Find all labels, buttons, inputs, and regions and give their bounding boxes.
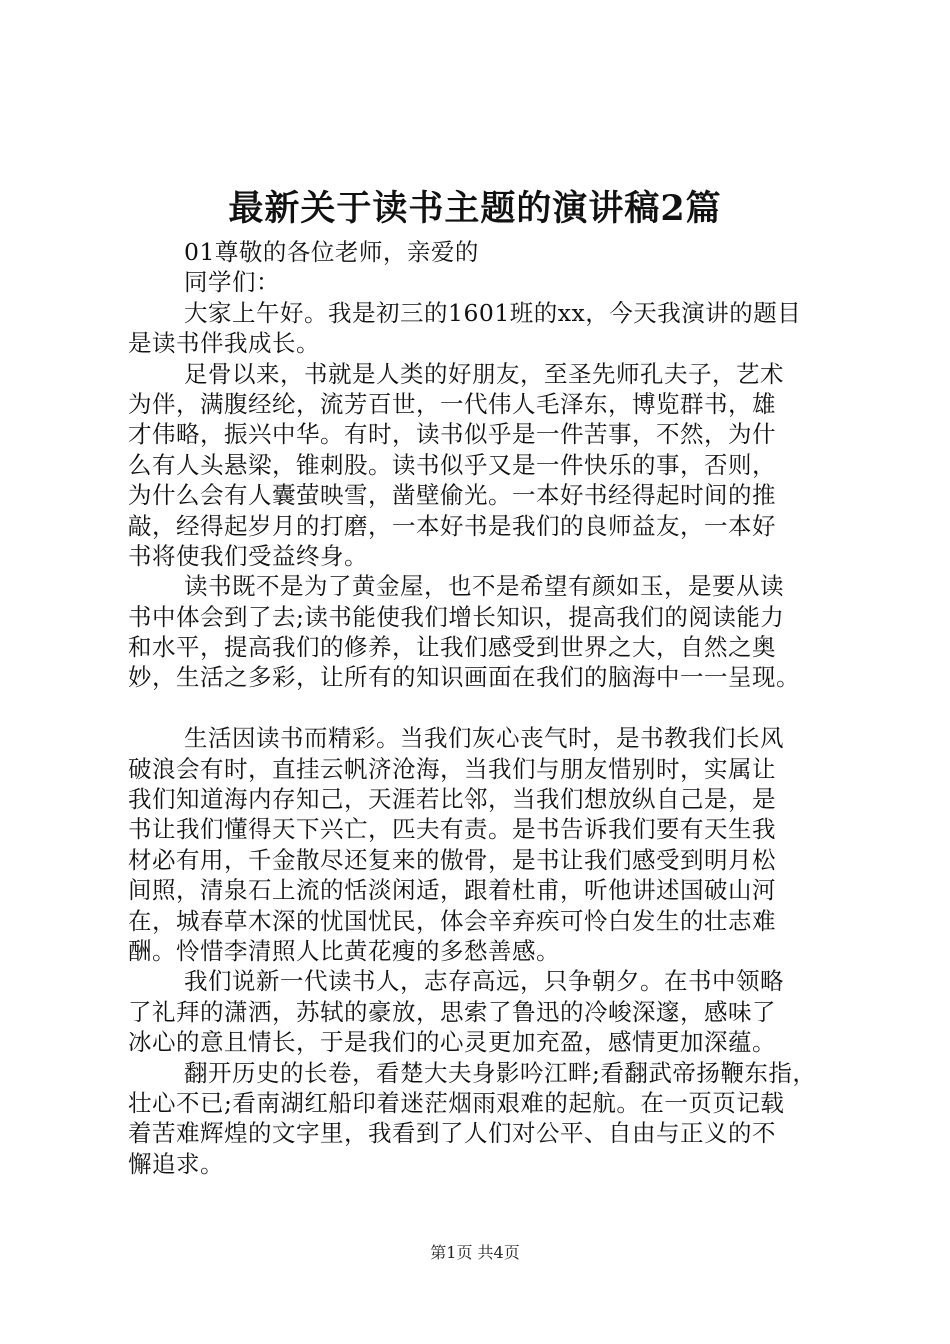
text-line: 为什么会有人囊萤映雪，凿壁偷光。一本好书经得起时间的推 xyxy=(128,481,776,510)
text-line: 了礼拜的潇洒，苏轼的豪放，思索了鲁迅的冷峻深邃，感味了 xyxy=(128,997,776,1026)
text-line: 冰心的意且情长，于是我们的心灵更加充盈，感情更加深蕴。 xyxy=(128,1028,776,1057)
text-line: 才伟略，振兴中华。有时，读书似乎是一件苦事，不然，为什 xyxy=(128,420,776,449)
text-line: 懈追求。 xyxy=(128,1149,224,1178)
text-line: 间照，清泉石上流的恬淡闲适，跟着杜甫，听他讲述国破山河 xyxy=(128,876,776,905)
document-body xyxy=(128,237,838,1179)
text-line: 和水平，提高我们的修养，让我们感受到世界之大，自然之奥 xyxy=(128,633,776,662)
text-line: 是读书伴我成长。 xyxy=(128,329,320,358)
text-line: 生活因读书而精彩。当我们灰心丧气时，是书教我们长风 xyxy=(184,724,784,753)
text-line: 敲，经得起岁月的打磨，一本好书是我们的良师益友，一本好 xyxy=(128,511,776,540)
blank-line xyxy=(128,693,838,723)
text-line: 大家上午好。我是初三的1601班的xx，今天我演讲的题目 xyxy=(184,298,802,327)
text-line: 妙，生活之多彩，让所有的知识画面在我们的脑海中一一呈现。 xyxy=(128,663,800,692)
text-line: 足骨以来，书就是人类的好朋友，至圣先师孔夫子，艺术 xyxy=(184,359,784,388)
text-line: 壮心不已;看南湖红船印着迷茫烟雨艰难的起航。在一页页记载 xyxy=(128,1088,785,1117)
text-line: 酬。怜惜李清照人比黄花瘦的多愁善感。 xyxy=(128,936,560,965)
text-line: 同学们： xyxy=(184,268,280,297)
text-line: 着苦难辉煌的文字里，我看到了人们对公平、自由与正义的不 xyxy=(128,1119,776,1148)
document-title: 最新关于读书主题的演讲稿2篇 xyxy=(228,188,722,229)
text-line: 01尊敬的各位老师，亲爱的 xyxy=(184,238,479,266)
text-line: 书将使我们受益终身。 xyxy=(128,541,368,570)
text-line: 破浪会有时，直挂云帆济沧海，当我们与朋友惜别时，实属让 xyxy=(128,754,776,783)
text-line: 么有人头悬梁，锥刺股。读书似乎又是一件快乐的事，否则， xyxy=(128,450,776,479)
text-line: 翻开历史的长卷，看楚大夫身影吟江畔;看翻武帝扬鞭东指， xyxy=(184,1058,817,1087)
text-line: 我们知道海内存知己，天涯若比邻，当我们想放纵自己是，是 xyxy=(128,785,776,814)
text-line: 为伴，满腹经纶，流芳百世，一代伟人毛泽东，博览群书，雄 xyxy=(128,389,776,418)
page-footer: 第1页 共4页 xyxy=(430,1243,520,1262)
text-line: 我们说新一代读书人，志存高远，只争朝夕。在书中领略 xyxy=(184,967,784,996)
text-line: 材必有用，千金散尽还复来的傲骨，是书让我们感受到明月松 xyxy=(128,845,776,874)
text-line: 读书既不是为了黄金屋，也不是希望有颜如玉，是要从读 xyxy=(184,572,784,601)
text-line: 在，城春草木深的忧国忧民，体会辛弃疾可怜白发生的壮志难 xyxy=(128,906,776,935)
text-line: 书中体会到了去;读书能使我们增长知识，提高我们的阅读能力 xyxy=(128,602,785,631)
text-line: 书让我们懂得天下兴亡，匹夫有责。是书告诉我们要有天生我 xyxy=(128,815,776,844)
